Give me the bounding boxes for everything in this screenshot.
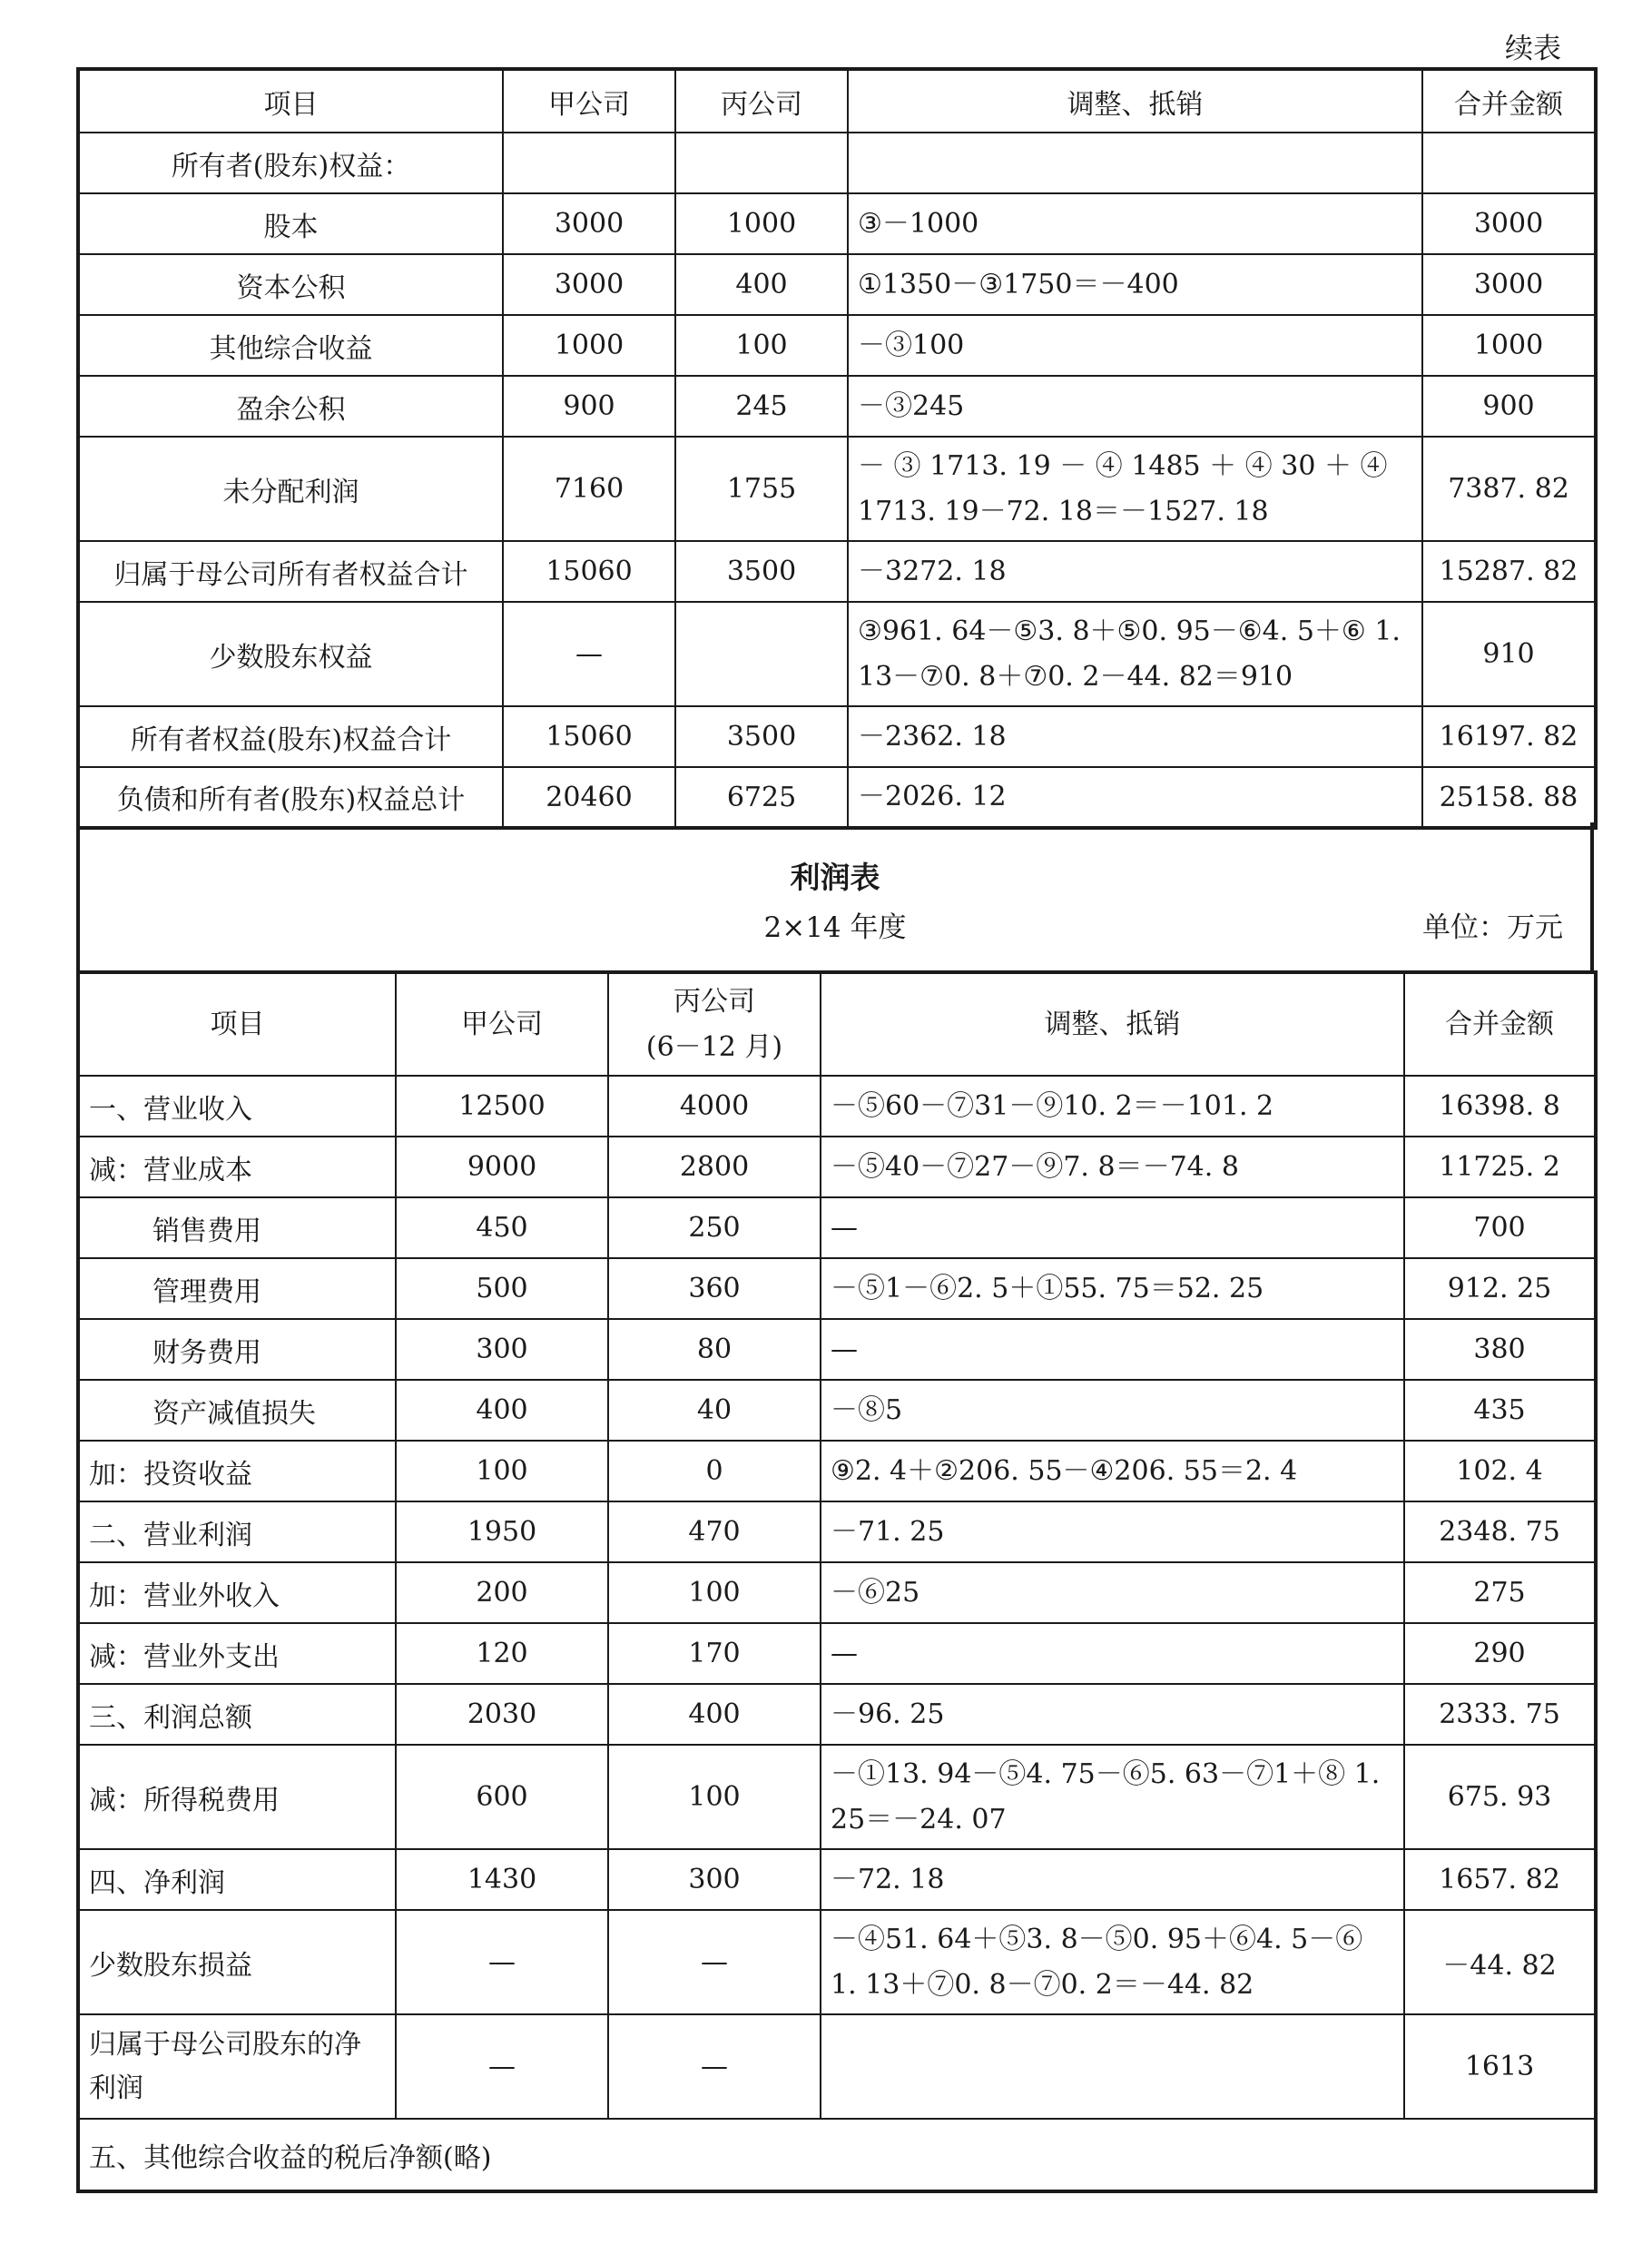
- table-row: [78, 1501, 1596, 1562]
- row-company-a: 100: [396, 1441, 608, 1501]
- row-adjustment: ①1350－③1750＝－400: [848, 254, 1422, 315]
- column-header-adjustment: 调整、抵销: [821, 972, 1404, 1076]
- income-statement-table: [76, 970, 1598, 2193]
- row-company-b: [675, 602, 848, 706]
- balance-sheet-equity-table: [76, 67, 1598, 830]
- row-consolidated: 3000: [1422, 193, 1596, 254]
- table-row: [78, 767, 1596, 828]
- row-consolidated: 16197. 82: [1422, 706, 1596, 767]
- row-item: 一、营业收入: [78, 1076, 396, 1137]
- row-company-a: 450: [396, 1197, 608, 1258]
- row-adjustment: ⑨2. 4＋②206. 55－④206. 55＝2. 4: [821, 1441, 1404, 1501]
- row-company-a: —: [396, 1910, 608, 2014]
- row-item: 所有者权益(股东)权益合计: [78, 706, 503, 767]
- table-footer-row: [78, 2119, 1596, 2191]
- row-consolidated: 11725. 2: [1404, 1137, 1596, 1197]
- row-item: 股本: [78, 193, 503, 254]
- table-row: [78, 1684, 1596, 1745]
- row-company-a: —: [396, 2014, 608, 2119]
- row-item: 二、营业利润: [78, 1501, 396, 1562]
- row-company-b: 250: [608, 1197, 821, 1258]
- row-item: 三、利润总额: [78, 1684, 396, 1745]
- row-item: 加：营业外收入: [78, 1562, 396, 1623]
- row-company-b: 100: [608, 1745, 821, 1849]
- table-row: [78, 133, 1596, 193]
- row-company-b: 3500: [675, 541, 848, 602]
- row-adjustment: [821, 2014, 1404, 2119]
- row-consolidated: 102. 4: [1404, 1441, 1596, 1501]
- row-company-b: —: [608, 1910, 821, 2014]
- table-row: [78, 1745, 1596, 1849]
- table-row: [78, 706, 1596, 767]
- row-company-a: 20460: [503, 767, 675, 828]
- row-consolidated: 435: [1404, 1380, 1596, 1441]
- row-company-b: 400: [608, 1684, 821, 1745]
- row-consolidated: 1657. 82: [1404, 1849, 1596, 1910]
- table-row: [78, 2014, 1596, 2119]
- column-header-item: 项目: [78, 972, 396, 1076]
- row-consolidated: 675. 93: [1404, 1745, 1596, 1849]
- column-header-consolidated: 合并金额: [1404, 972, 1596, 1076]
- row-adjustment: －①13. 94－⑤4. 75－⑥5. 63－⑦1＋⑧ 1. 25＝－24. 07: [821, 1745, 1404, 1849]
- row-adjustment: －④51. 64＋⑤3. 8－⑤0. 95＋⑥4. 5－⑥ 1. 13＋⑦0. 8－⑦0. 2＝－44. 82: [821, 1910, 1404, 2014]
- row-adjustment: —: [821, 1319, 1404, 1380]
- column-header-company-b: [608, 972, 821, 1076]
- column-header-company-b-name: 丙公司: [674, 985, 755, 1018]
- row-consolidated: 700: [1404, 1197, 1596, 1258]
- row-company-b: 1755: [675, 437, 848, 541]
- row-company-a: 1950: [396, 1501, 608, 1562]
- table-row: [78, 1319, 1596, 1380]
- row-company-a: 120: [396, 1623, 608, 1684]
- row-company-a: 15060: [503, 541, 675, 602]
- table-row: [78, 1441, 1596, 1501]
- row-company-b: 4000: [608, 1076, 821, 1137]
- row-consolidated: 275: [1404, 1562, 1596, 1623]
- table-row: [78, 376, 1596, 437]
- row-consolidated: 1613: [1404, 2014, 1596, 2119]
- column-header-adjustment: 调整、抵销: [848, 69, 1422, 133]
- row-company-b: 80: [608, 1319, 821, 1380]
- row-company-b: 245: [675, 376, 848, 437]
- table-row: [78, 1380, 1596, 1441]
- row-company-b: 100: [608, 1562, 821, 1623]
- table-row: [78, 193, 1596, 254]
- income-statement-title: 利润表: [790, 860, 880, 895]
- row-consolidated: 2333. 75: [1404, 1684, 1596, 1745]
- row-adjustment: －③100: [848, 315, 1422, 376]
- row-adjustment: ③－1000: [848, 193, 1422, 254]
- row-adjustment: —: [821, 1197, 1404, 1258]
- row-company-a: [503, 133, 675, 193]
- row-company-b: 0: [608, 1441, 821, 1501]
- row-company-a: 7160: [503, 437, 675, 541]
- table-row: [78, 1076, 1596, 1137]
- row-company-a: 9000: [396, 1137, 608, 1197]
- row-company-b: 2800: [608, 1137, 821, 1197]
- row-company-b: [675, 133, 848, 193]
- row-consolidated: 25158. 88: [1422, 767, 1596, 828]
- table-row: [78, 1562, 1596, 1623]
- row-consolidated: 16398. 8: [1404, 1076, 1596, 1137]
- row-company-b: 170: [608, 1623, 821, 1684]
- row-adjustment: －96. 25: [821, 1684, 1404, 1745]
- row-item: 归属于母公司股东的净利润: [78, 2014, 396, 2119]
- row-item: 负债和所有者(股东)权益总计: [78, 767, 503, 828]
- footer-note: 五、其他综合收益的税后净额(略): [78, 2119, 1596, 2191]
- table-row: [78, 254, 1596, 315]
- row-adjustment: －⑤60－⑦31－⑨10. 2＝－101. 2: [821, 1076, 1404, 1137]
- row-consolidated: 380: [1404, 1319, 1596, 1380]
- row-adjustment: [848, 133, 1422, 193]
- row-company-b: 1000: [675, 193, 848, 254]
- table-row: [78, 541, 1596, 602]
- table-row: [78, 602, 1596, 706]
- column-header-company-b-period: (6－12 月): [645, 1030, 783, 1063]
- row-consolidated: 912. 25: [1404, 1258, 1596, 1319]
- row-company-b: 470: [608, 1501, 821, 1562]
- row-consolidated: 1000: [1422, 315, 1596, 376]
- row-company-a: 15060: [503, 706, 675, 767]
- row-company-a: 200: [396, 1562, 608, 1623]
- row-company-a: 400: [396, 1380, 608, 1441]
- row-company-b: —: [608, 2014, 821, 2119]
- row-consolidated: 2348. 75: [1404, 1501, 1596, 1562]
- row-consolidated: －44. 82: [1404, 1910, 1596, 2014]
- row-adjustment: －3272. 18: [848, 541, 1422, 602]
- row-company-b: 360: [608, 1258, 821, 1319]
- table-row: [78, 1910, 1596, 2014]
- row-item: 财务费用: [78, 1319, 396, 1380]
- row-adjustment: －⑤40－⑦27－⑨7. 8＝－74. 8: [821, 1137, 1404, 1197]
- row-item: 未分配利润: [78, 437, 503, 541]
- table-row: [78, 1849, 1596, 1910]
- row-consolidated: 15287. 82: [1422, 541, 1596, 602]
- row-item: 少数股东权益: [78, 602, 503, 706]
- income-statement-unit: 单位：万元: [1422, 911, 1563, 944]
- income-statement-header: [76, 822, 1594, 971]
- column-header-company-b: 丙公司: [675, 69, 848, 133]
- row-item: 减：营业成本: [78, 1137, 396, 1197]
- column-header-company-a: 甲公司: [503, 69, 675, 133]
- row-adjustment: —: [821, 1623, 1404, 1684]
- row-company-a: 3000: [503, 254, 675, 315]
- column-header-company-a: 甲公司: [396, 972, 608, 1076]
- row-company-a: 12500: [396, 1076, 608, 1137]
- row-company-a: 900: [503, 376, 675, 437]
- table-row: [78, 1197, 1596, 1258]
- row-adjustment: －72. 18: [821, 1849, 1404, 1910]
- row-item: 资产减值损失: [78, 1380, 396, 1441]
- row-company-a: 300: [396, 1319, 608, 1380]
- row-consolidated: 910: [1422, 602, 1596, 706]
- row-item: 减：营业外支出: [78, 1623, 396, 1684]
- row-adjustment: －71. 25: [821, 1501, 1404, 1562]
- row-adjustment: －③245: [848, 376, 1422, 437]
- row-company-a: 1000: [503, 315, 675, 376]
- row-company-a: 500: [396, 1258, 608, 1319]
- table-row: [78, 1258, 1596, 1319]
- row-company-b: 6725: [675, 767, 848, 828]
- row-adjustment: －⑥25: [821, 1562, 1404, 1623]
- row-item: 少数股东损益: [78, 1910, 396, 2014]
- row-company-a: 1430: [396, 1849, 608, 1910]
- row-item: 销售费用: [78, 1197, 396, 1258]
- row-company-a: 600: [396, 1745, 608, 1849]
- row-company-a: —: [503, 602, 675, 706]
- row-item: 归属于母公司所有者权益合计: [78, 541, 503, 602]
- row-company-a: 3000: [503, 193, 675, 254]
- row-item: 减：所得税费用: [78, 1745, 396, 1849]
- row-company-b: 100: [675, 315, 848, 376]
- row-company-b: 40: [608, 1380, 821, 1441]
- row-consolidated: 900: [1422, 376, 1596, 437]
- row-item: 四、净利润: [78, 1849, 396, 1910]
- row-adjustment: －2362. 18: [848, 706, 1422, 767]
- table-row: [78, 315, 1596, 376]
- row-company-a: 2030: [396, 1684, 608, 1745]
- row-item: 管理费用: [78, 1258, 396, 1319]
- row-item: 所有者(股东)权益：: [78, 133, 503, 193]
- row-company-b: 3500: [675, 706, 848, 767]
- table-header-row: [78, 69, 1596, 133]
- row-consolidated: 3000: [1422, 254, 1596, 315]
- row-consolidated: 7387. 82: [1422, 437, 1596, 541]
- row-consolidated: 290: [1404, 1623, 1596, 1684]
- table-row: [78, 437, 1596, 541]
- row-consolidated: [1422, 133, 1596, 193]
- column-header-consolidated: 合并金额: [1422, 69, 1596, 133]
- row-adjustment: －⑤1－⑥2. 5＋①55. 75＝52. 25: [821, 1258, 1404, 1319]
- continued-label: 续表: [1505, 33, 1561, 65]
- row-item: 其他综合收益: [78, 315, 503, 376]
- table-row: [78, 1137, 1596, 1197]
- row-item: 加：投资收益: [78, 1441, 396, 1501]
- column-header-item: 项目: [78, 69, 503, 133]
- row-adjustment: － ③ 1713. 19 － ④ 1485 ＋ ④ 30 ＋ ④ 1713. 19－72. 18＝－1527. 18: [848, 437, 1422, 541]
- table-row: [78, 1623, 1596, 1684]
- row-adjustment: －2026. 12: [848, 767, 1422, 828]
- row-adjustment: ③961. 64－⑤3. 8＋⑤0. 95－⑥4. 5＋⑥ 1. 13－⑦0. 8＋⑦0. 2－44. 82＝910: [848, 602, 1422, 706]
- row-company-b: 400: [675, 254, 848, 315]
- row-item: 资本公积: [78, 254, 503, 315]
- row-item: 盈余公积: [78, 376, 503, 437]
- table-header-row: [78, 972, 1596, 1076]
- income-statement-period: 2×14 年度: [763, 911, 907, 944]
- row-company-b: 300: [608, 1849, 821, 1910]
- row-adjustment: －⑧5: [821, 1380, 1404, 1441]
